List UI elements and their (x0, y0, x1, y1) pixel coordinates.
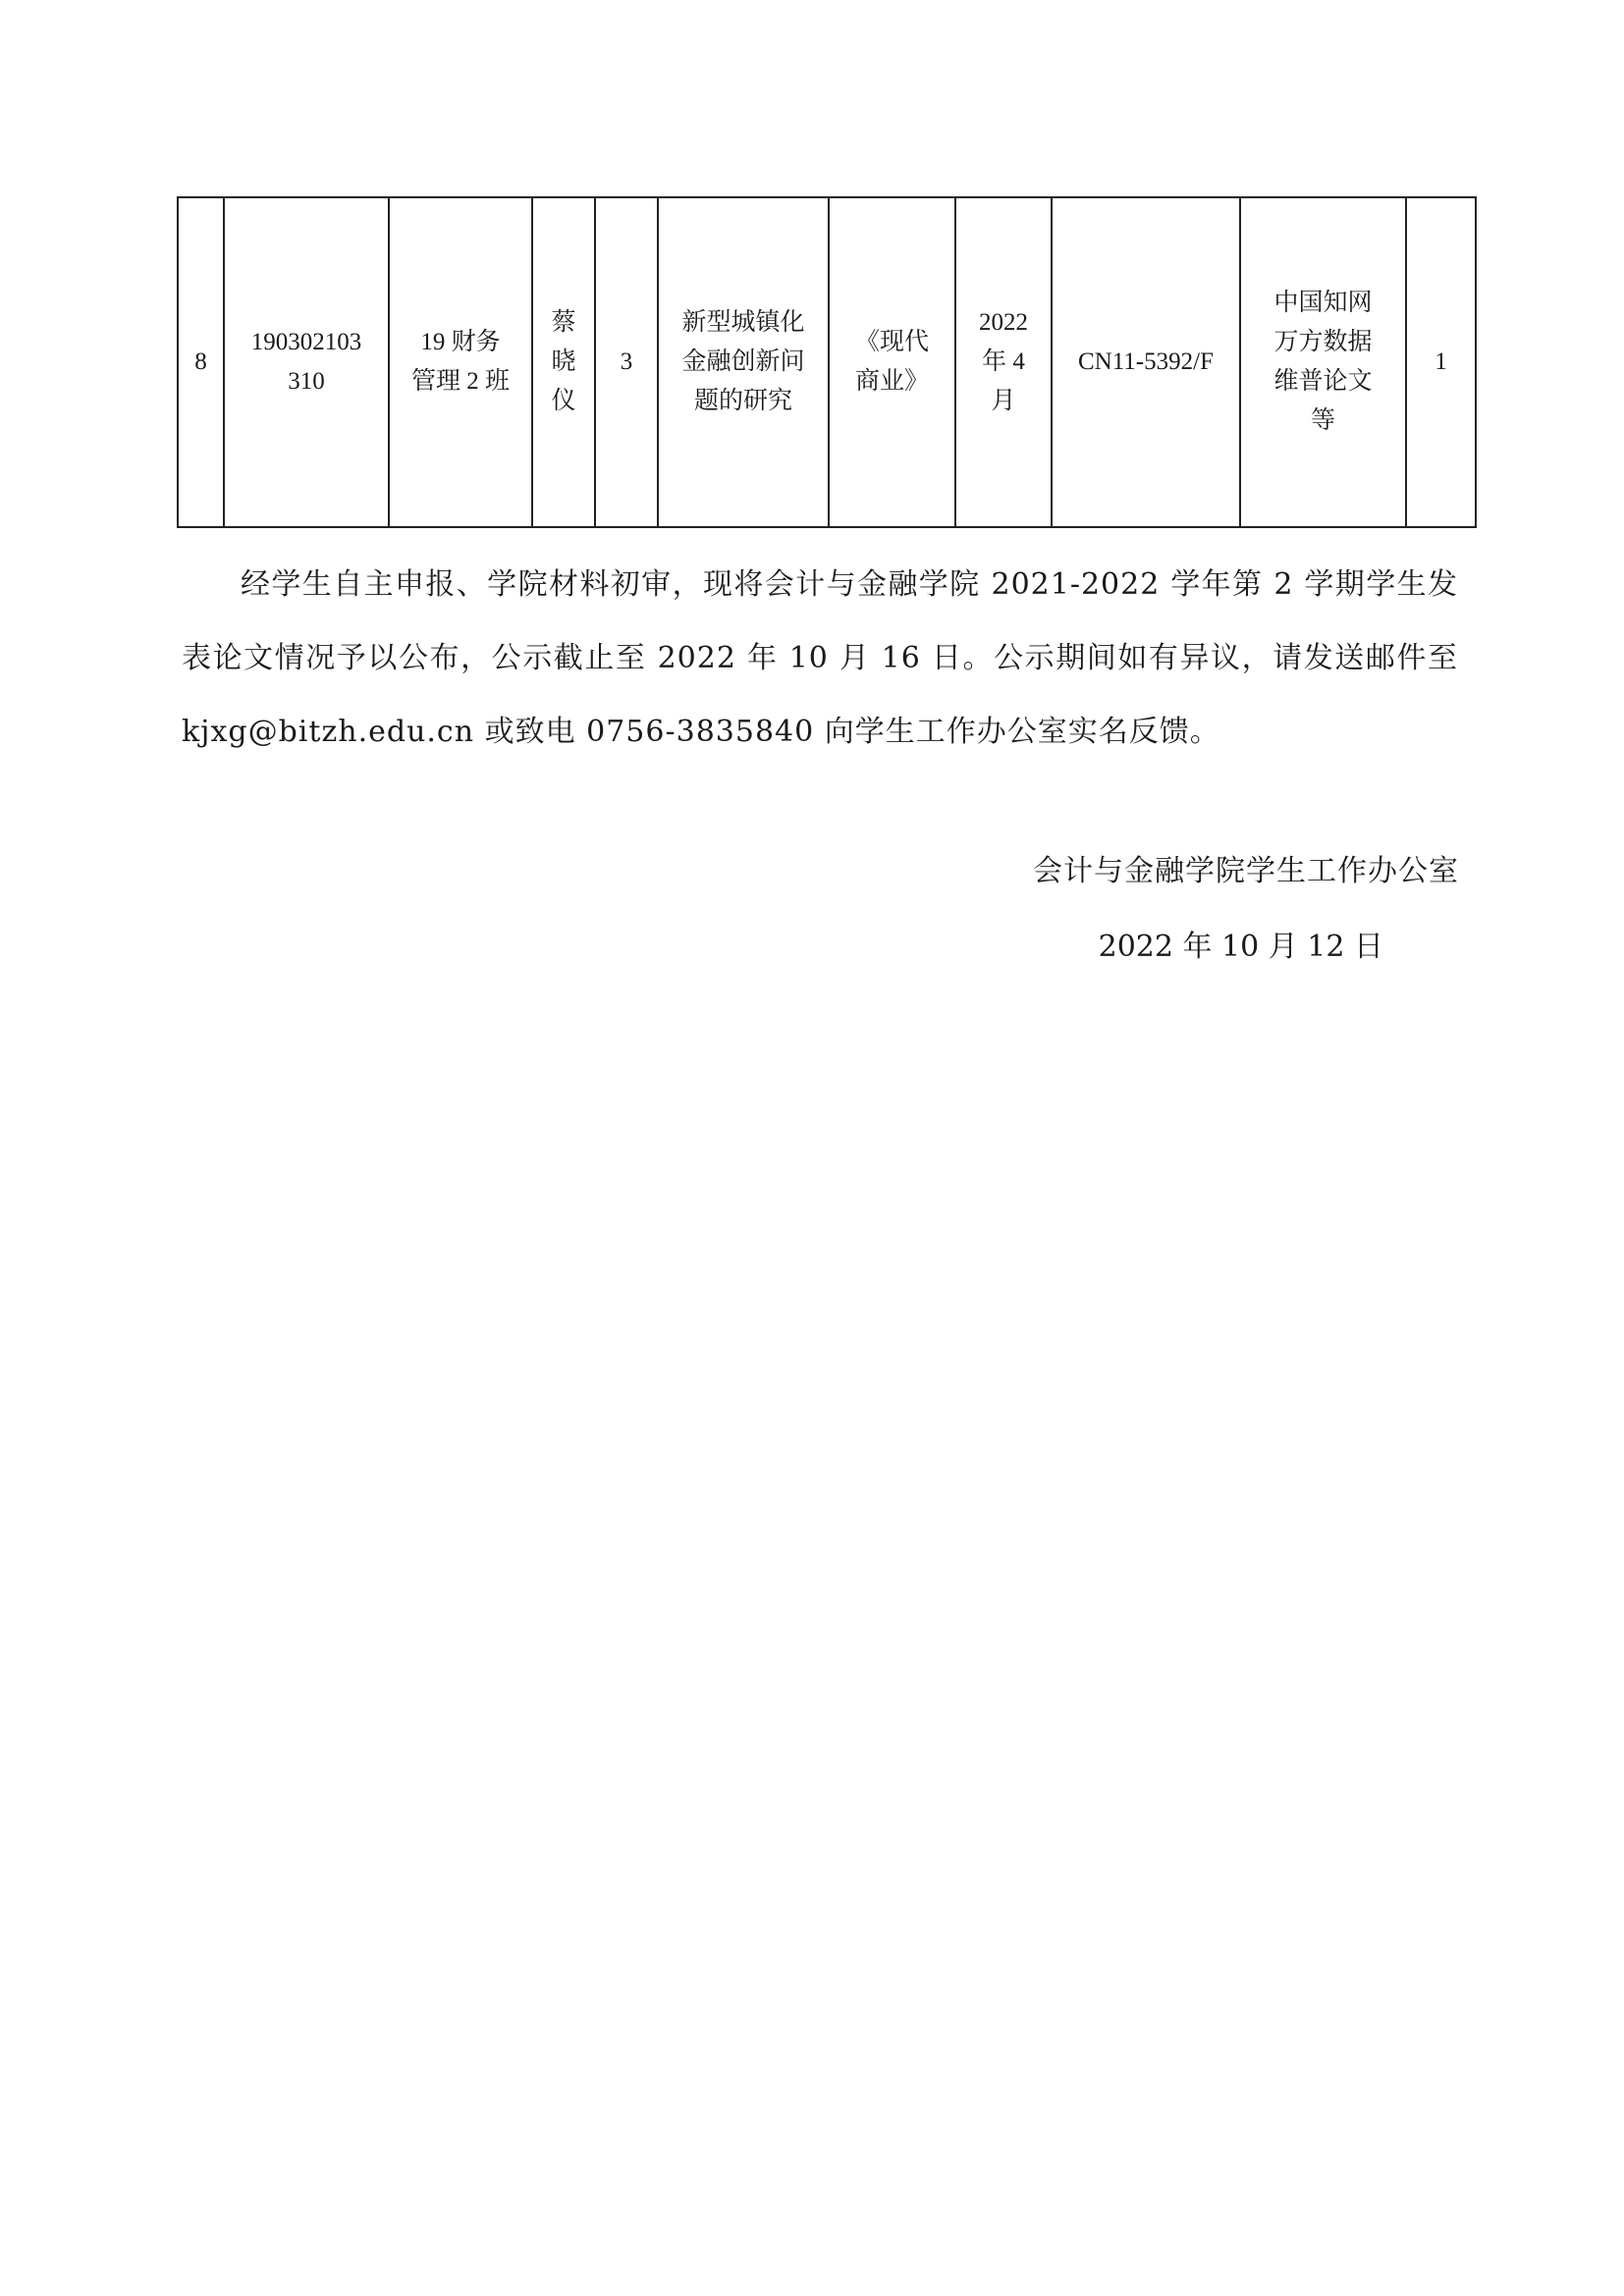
notice-text (182, 548, 1458, 769)
notice-paragraph: 经学生自主申报、学院材料初审，现将会计与金融学院 2021-2022 学年第 2 学期学生发表论文情况予以公布，公示截止至 2022 年 10 月 16 日。公示期间如有异议，请发送邮件至 kjxg@bitzh.edu.cn 或致电 0756-3835840 向学生工作办公室实名反馈。 (182, 567, 1458, 749)
row-index-cell: 8 (178, 197, 224, 527)
indexed-in-cell: 中国知网 万方数据 维普论文 等 (1240, 197, 1406, 527)
class-name-cell: 19 财务 管理 2 班 (389, 197, 532, 527)
publish-date-cell: 2022 年 4 月 (955, 197, 1052, 527)
signature-date: 2022 年 10 月 12 日 (1098, 930, 1383, 964)
journal-code-cell: CN11-5392/F (1052, 197, 1240, 527)
journal-cell: 《现代 商业》 (829, 197, 955, 527)
author-rank-cell: 3 (595, 197, 658, 527)
paper-title-cell: 新型城镇化 金融创新问 题的研究 (658, 197, 829, 527)
signature-office: 会计与金融学院学生工作办公室 (1033, 854, 1459, 888)
student-name-cell: 蔡 晓 仪 (532, 197, 595, 527)
paper-record-table (177, 196, 1477, 528)
count-cell: 1 (1406, 197, 1476, 527)
table-row (178, 197, 1476, 527)
student-id-cell: 190302103 310 (224, 197, 389, 527)
